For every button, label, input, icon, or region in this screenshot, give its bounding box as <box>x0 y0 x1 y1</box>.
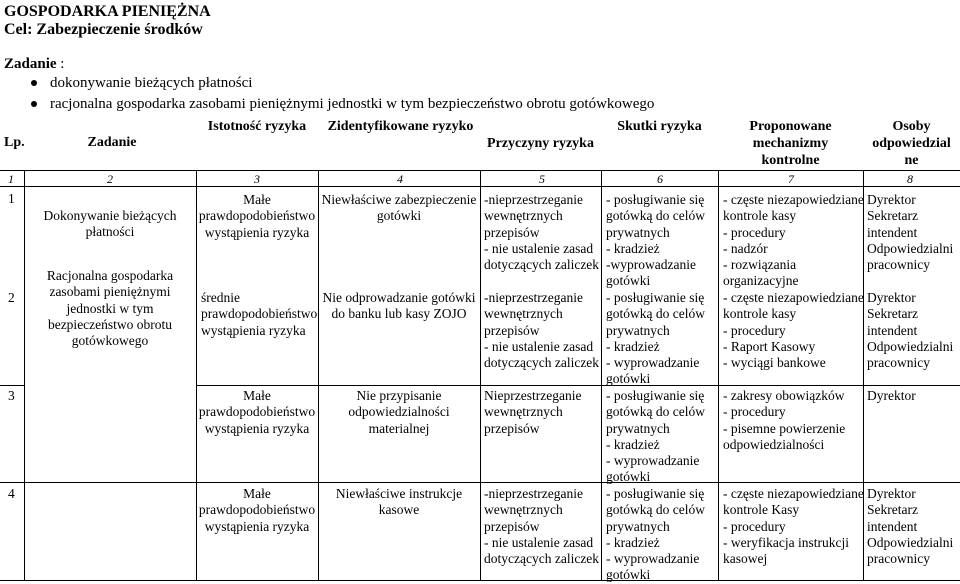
col-number: 8 <box>907 172 913 186</box>
col-header-przyczyny: Przyczyny ryzyka <box>487 136 594 151</box>
zadanie-cell-second: Racjonalna gospodarka zasobami pieniężnymi jednostki w tym bezpieczeństwo obrotu gotówkowego <box>46 268 174 349</box>
cell-ryzyko: Niewłaściwe zabezpieczenie gotówki <box>321 192 477 224</box>
cell-istotnosc: Małe prawdopodobieństwo wystąpienia ryzyka <box>198 486 316 534</box>
cell-skutki: - posługiwanie się gotówką do celów prywatnych - kradzież - wyprowadzanie gotówki <box>606 486 705 583</box>
goal-heading: Cel: Zabezpieczenie środków <box>4 21 203 38</box>
page-title: GOSPODARKA PIENIĘŻNA <box>4 3 211 20</box>
col-number: 4 <box>397 172 403 186</box>
cell-mechanizmy: - zakresy obowiązków - procedury - pisemne powierzenie odpowiedzialności <box>723 388 846 452</box>
col-number: 1 <box>8 172 14 186</box>
cell-mechanizmy: - częste niezapowiedziane kontrole kasy - procedury - Raport Kasowy - wyciągi bankowe <box>723 290 864 371</box>
row-number: 2 <box>8 290 15 305</box>
cell-ryzyko: Nie przypisanie odpowiedzialności materialnej <box>348 388 450 436</box>
col-number: 7 <box>788 172 794 186</box>
cell-przyczyny: -nieprzestrzeganie wewnętrznych przepisów - nie ustalenie zasad dotyczących zaliczek <box>484 290 600 371</box>
divider <box>480 170 481 581</box>
divider <box>196 385 960 386</box>
cell-przyczyny: -nieprzestrzeganie wewnętrznych przepisów - nie ustalenie zasad dotyczących zaliczek <box>484 192 600 273</box>
cell-ryzyko: Niewłaściwe instrukcje kasowe <box>335 486 463 518</box>
col-header-zidentyfikowane: Zidentyfikowane ryzyko <box>327 119 474 134</box>
col-header-lp: Lp. <box>4 135 25 150</box>
col-number: 2 <box>107 172 113 186</box>
task-label: Zadanie <box>4 56 57 72</box>
col-header-zadanie: Zadanie <box>87 135 137 150</box>
task-colon: : <box>56 56 65 72</box>
task-item: dokonywanie bieżących płatności <box>50 75 253 91</box>
task-item: racjonalna gospodarka zasobami pieniężnymi jednostki w tym bezpieczeństwo obrotu gotówkowego <box>50 96 655 112</box>
cell-przyczyny: Nieprzestrzeganie wewnętrznych przepisów <box>484 388 582 436</box>
bullet-icon <box>31 80 37 86</box>
cell-istotnosc: średnie prawdopodobieństwo wystąpienia ryzyka <box>201 290 318 338</box>
row-number: 3 <box>8 388 15 403</box>
cell-skutki: - posługiwanie się gotówką do celów prywatnych - kradzież - wyprowadzanie gotówki <box>606 388 705 485</box>
cell-skutki: - posługiwanie się gotówką do celów prywatnych - kradzież - wyprowadzanie gotówki <box>606 290 705 387</box>
col-number: 6 <box>657 172 663 186</box>
cell-istotnosc: Małe prawdopodobieństwo wystąpienia ryzyka <box>198 192 316 240</box>
row-number: 1 <box>8 191 15 206</box>
cell-przyczyny: -nieprzestrzeganie wewnętrznych przepisów - nie ustalenie zasad dotyczących zaliczek <box>484 486 600 567</box>
col-number: 5 <box>539 172 545 186</box>
divider <box>0 385 24 386</box>
cell-istotnosc: Małe prawdopodobieństwo wystąpienia ryzyka <box>198 388 316 436</box>
bullet-icon <box>31 101 37 107</box>
task-heading <box>4 55 64 73</box>
cell-osoby: Dyrektor Sekretarz intendent Odpowiedzialni pracownicy <box>867 192 954 273</box>
zadanie-cell-first: Dokonywanie bieżących płatności <box>43 208 177 240</box>
row-number: 4 <box>8 486 15 501</box>
divider <box>718 170 719 581</box>
cell-osoby: Dyrektor <box>867 388 916 403</box>
cell-osoby: Dyrektor Sekretarz intendent Odpowiedzialni pracownicy <box>867 290 954 371</box>
col-number: 3 <box>254 172 260 186</box>
divider <box>601 170 602 581</box>
col-header-istotnosc: Istotność ryzyka <box>207 119 307 134</box>
divider <box>318 170 319 581</box>
cell-skutki: - posługiwanie się gotówką do celów prywatnych - kradzież -wyprowadzanie gotówki <box>606 192 705 289</box>
cell-mechanizmy: - częste niezapowiedziane kontrole Kasy - procedury - weryfikacja instrukcji kasowej <box>723 486 864 567</box>
col-header-osoby: Osoby odpowiedzial ne <box>872 119 951 168</box>
col-header-skutki: Skutki ryzyka <box>617 119 702 134</box>
cell-mechanizmy: - częste niezapowiedziane kontrole kasy - procedury - nadzór - rozwiązania organizacyjne <box>723 192 864 289</box>
col-header-mechanizmy: Proponowane mechanizmy kontrolne <box>749 119 832 168</box>
cell-osoby: Dyrektor Sekretarz intendent Odpowiedzialni pracownicy <box>867 486 954 567</box>
cell-ryzyko: Nie odprowadzanie gotówki do banku lub kasy ZOJO <box>322 290 476 322</box>
